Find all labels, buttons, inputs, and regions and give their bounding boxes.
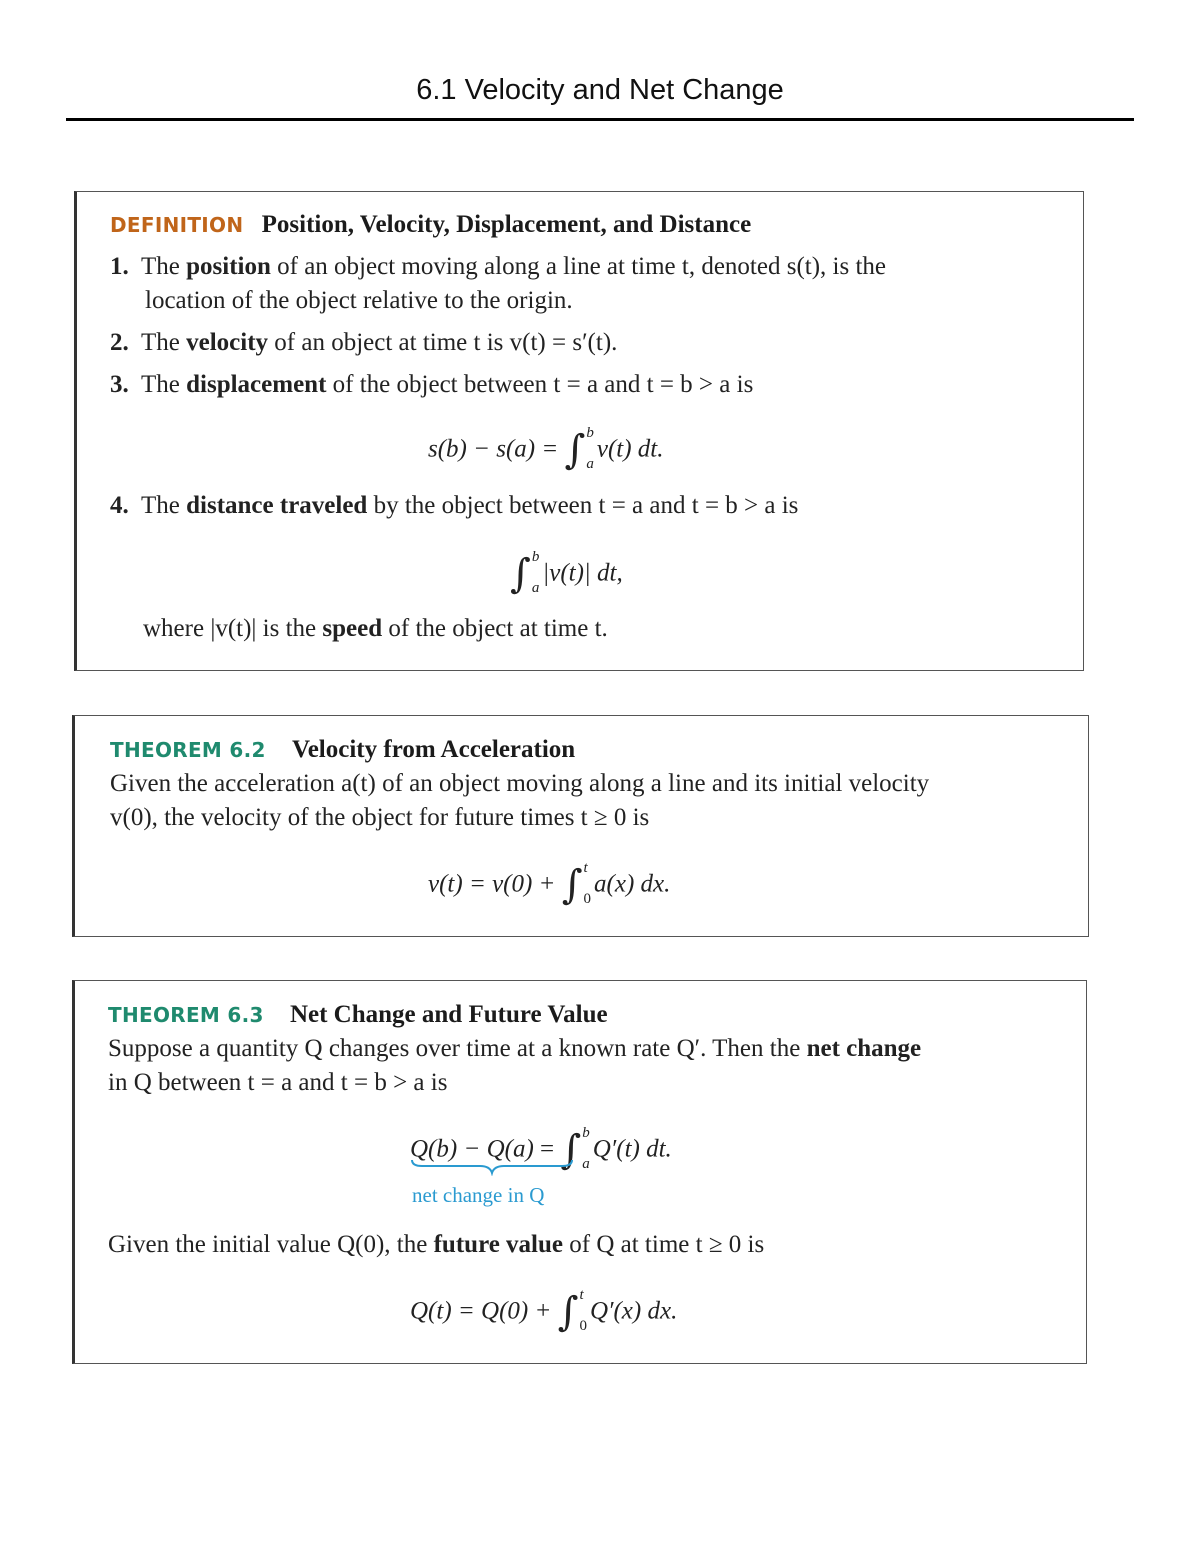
upper-limit: t [583,860,588,876]
velocity-formula [428,860,671,909]
theorem-6-2-line-2: v(0), the velocity of the object for future times t ≥ 0 is [110,804,650,831]
lower-limit: 0 [583,891,592,907]
term-net-change: net change [806,1035,922,1062]
integral-sign: ∫ [557,1288,579,1335]
formula-equals: = [533,1135,561,1163]
formula-lhs: s(b) − s(a) = [428,435,565,463]
theorem-6-2-line-1: Given the acceleration a(t) of an object moving along a line and its initial velocity [110,770,930,797]
page-title: 6.1 Velocity and Net Change [416,74,784,106]
future-line-pre: Given the initial value Q(0), the [108,1231,434,1258]
integral-sign: ∫ [561,861,583,908]
item-text-rest: of an object at time t is v(t) = s′(t). [268,329,618,356]
definition-item-3 [110,370,753,400]
integral-limits [586,426,594,472]
integral-limits [582,1126,590,1172]
item-text-pre: The [141,253,187,280]
lower-limit: 0 [579,1318,587,1334]
formula-integrand: |v(t)| dt, [542,559,623,587]
formula-lhs: Q(t) = Q(0) + [410,1297,558,1325]
integral-limits [584,861,592,907]
theorem-6-3-heading: Net Change and Future Value [289,1001,608,1028]
future-value-line [108,1230,764,1260]
definition-item-4 [110,491,798,521]
term-distance-traveled: distance traveled [186,492,368,519]
integral-limits [532,550,540,596]
future-value-formula [410,1287,678,1336]
integral-sign: ∫ [560,1126,582,1173]
theorem-6-3-tag: THEOREM 6.3 [108,1003,264,1027]
title-rule [66,118,1134,121]
definition-heading: Position, Velocity, Displacement, and Distance [261,211,752,238]
formula-integrand: Q′(x) dx. [589,1297,678,1325]
item-text-pre: The [141,492,187,519]
definition-item-1 [110,252,886,282]
item-number: 3. [110,371,129,398]
term-displacement: displacement [186,371,327,398]
line-1-pre: Suppose a quantity Q changes over time at a known rate Q′. Then the [108,1035,807,1062]
lower-limit: a [582,1156,590,1172]
theorem-6-3-line-1 [108,1034,921,1064]
item-number: 4. [110,492,129,519]
upper-limit: t [579,1287,584,1303]
term-velocity: velocity [186,329,269,356]
speed-note-pre: where |v(t)| is the [143,615,323,642]
item-text-rest: of an object moving along a line at time t, denoted s(t), is the [270,253,887,280]
item-number: 2. [110,329,129,356]
formula-integrand: v(t) dt. [596,435,664,463]
upper-limit: b [531,549,540,565]
integral-limits [579,1288,587,1334]
displacement-formula [428,425,664,474]
item-text-pre: The [141,329,187,356]
upper-limit: b [582,1125,590,1141]
definition-header [110,210,751,240]
lower-limit: a [531,580,540,596]
integral-sign: ∫ [510,550,531,597]
definition-item-2 [110,328,617,358]
theorem-6-3-header [108,1000,608,1030]
formula-lhs: v(t) = v(0) + [428,870,562,898]
integral-sign: ∫ [564,426,586,473]
lower-limit: a [586,456,594,472]
theorem-6-2-header [110,735,575,765]
item-text-rest: by the object between t = a and t = b > a is [367,492,799,519]
theorem-6-2-heading: Velocity from Acceleration [291,736,576,763]
item-text-rest: of the object between t = a and t = b > a is [326,371,754,398]
upper-limit: b [586,425,594,441]
definition-tag: DEFINITION [110,213,244,237]
term-position: position [186,253,271,280]
underbrace-icon [410,1158,574,1176]
formula-integrand: a(x) dx. [594,870,671,898]
definition-item-1-line2: location of the object relative to the origin. [145,287,573,314]
item-text-pre: The [141,371,187,398]
speed-note [143,614,608,644]
speed-note-post: of the object at time t. [382,615,608,642]
formula-lhs: Q(b) − Q(a) [410,1135,534,1163]
distance-formula [510,549,623,598]
net-change-label: net change in Q [412,1183,545,1207]
term-future-value: future value [433,1231,564,1258]
item-number: 1. [110,253,129,280]
future-line-post: of Q at time t ≥ 0 is [563,1231,765,1258]
theorem-6-3-line-2: in Q between t = a and t = b > a is [108,1069,448,1096]
formula-integrand: Q′(t) dt. [592,1135,672,1163]
term-speed: speed [322,615,383,642]
theorem-6-2-tag: THEOREM 6.2 [110,738,266,762]
